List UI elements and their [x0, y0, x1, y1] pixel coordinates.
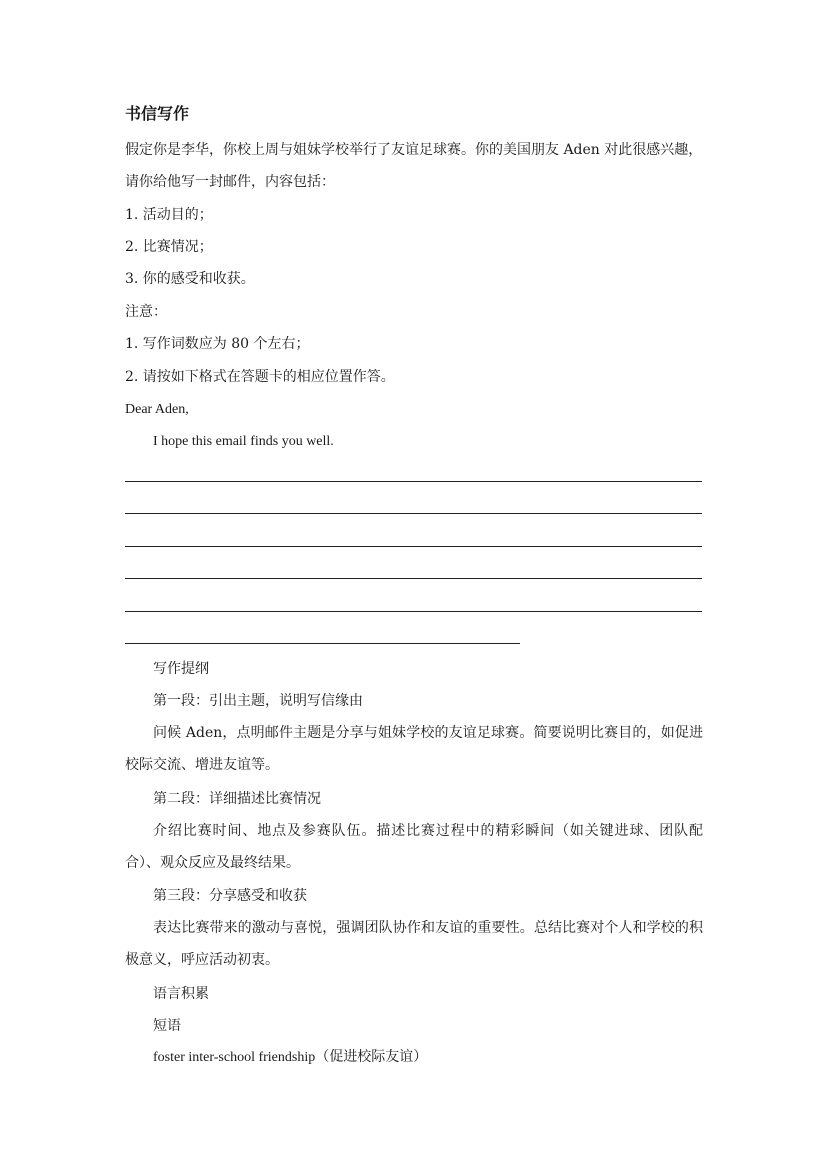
prompt-line-1: 假定你是李华，你校上周与姐妹学校举行了友谊足球赛。你的美国朋友 Aden 对此很感兴趣， [125, 142, 703, 158]
section-title: 书信写作 [125, 104, 190, 123]
notice-1: 1. 写作词数应为 80 个左右； [125, 336, 310, 352]
answer-line [125, 481, 702, 482]
content-point-3: 3. 你的感受和收获。 [125, 271, 255, 287]
phrases-heading: 短语 [153, 1018, 181, 1034]
content-point-1: 1. 活动目的； [125, 207, 213, 223]
answer-line [125, 611, 702, 612]
answer-line [125, 546, 702, 547]
answer-line-last [125, 643, 520, 644]
outline-p2-body: 介绍比赛时间、地点及参赛队伍。描述比赛过程中的精彩瞬间（如关键进球、团队配合）、观众反应及最终结果。 [125, 823, 703, 871]
notice-label: 注意： [125, 304, 167, 320]
outline-p3-title: 第三段：分享感受和收获 [153, 888, 307, 904]
outline-p2-title: 第二段：详细描述比赛情况 [153, 791, 321, 807]
answer-line [125, 578, 702, 579]
notice-2: 2. 请按如下格式在答题卡的相应位置作答。 [125, 369, 395, 385]
language-heading: 语言积累 [153, 986, 209, 1002]
outline-p1-body: 问候 Aden，点明邮件主题是分享与姐妹学校的友谊足球赛。简要说明比赛目的，如促进校际交流、增进友谊等。 [125, 725, 703, 773]
outline-p1-title: 第一段：引出主题，说明写信缘由 [153, 693, 363, 709]
prompt-line-2: 请你给他写一封邮件，内容包括： [125, 174, 335, 190]
outline-p3-body: 表达比赛带来的激动与喜悦，强调团队协作和友谊的重要性。总结比赛对个人和学校的积极意义，呼应活动初衷。 [125, 920, 703, 968]
outline-heading: 写作提纲 [153, 661, 209, 677]
letter-salutation: Dear Aden, [125, 402, 189, 417]
phrase-item: foster inter-school friendship（促进校际友谊） [153, 1050, 428, 1065]
content-point-2: 2. 比赛情况； [125, 239, 213, 255]
answer-line [125, 513, 702, 514]
letter-opening: I hope this email finds you well. [153, 434, 334, 449]
